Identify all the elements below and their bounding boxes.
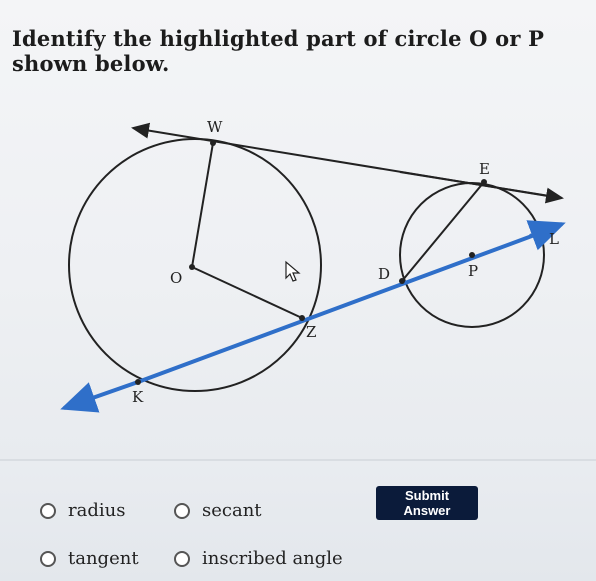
radio-circle-icon[interactable] xyxy=(40,551,56,567)
segment-o-w xyxy=(192,143,213,267)
point-w xyxy=(210,140,216,146)
choice-label: secant xyxy=(202,500,262,521)
choice-label: radius xyxy=(68,500,126,521)
choice-radius[interactable] xyxy=(40,500,125,521)
point-o xyxy=(189,264,195,270)
choice-secant[interactable] xyxy=(174,500,262,521)
submit-answer-button[interactable]: Submit Answer xyxy=(376,486,478,520)
highlighted-line-kl xyxy=(64,382,138,408)
label-z: Z xyxy=(306,323,317,341)
label-l: L xyxy=(549,230,559,248)
radio-circle-icon[interactable] xyxy=(174,503,190,519)
radio-circle-icon[interactable] xyxy=(40,503,56,519)
label-o: O xyxy=(170,269,183,287)
label-e: E xyxy=(479,160,490,178)
radio-circle-icon[interactable] xyxy=(174,551,190,567)
choice-inscribed-angle[interactable] xyxy=(174,548,343,569)
point-k xyxy=(135,379,141,385)
label-k: K xyxy=(132,388,144,406)
choice-tangent[interactable] xyxy=(40,548,139,569)
point-d xyxy=(399,278,405,284)
question-text: Identify the highlighted part of circle O or P shown below. xyxy=(12,26,545,76)
circle-o xyxy=(69,139,321,391)
point-z xyxy=(299,315,305,321)
label-d: D xyxy=(378,265,391,283)
label-p: P xyxy=(468,262,479,280)
choice-label: tangent xyxy=(68,548,139,569)
label-w: W xyxy=(207,118,223,136)
point-p xyxy=(469,252,475,258)
geometry-diagram xyxy=(0,100,596,440)
choice-label: inscribed angle xyxy=(202,548,343,569)
point-e xyxy=(481,179,487,185)
mouse-cursor-icon xyxy=(286,262,299,281)
